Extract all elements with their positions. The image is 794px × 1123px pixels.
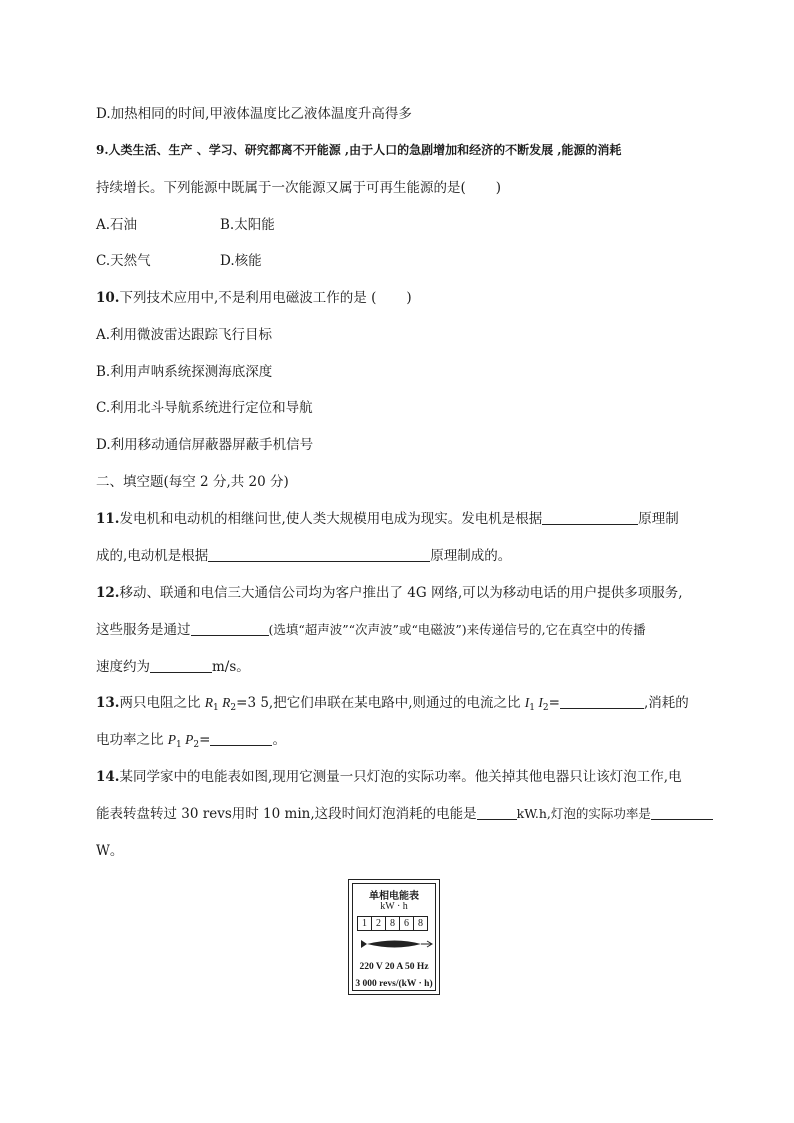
q12-line3 [96, 658, 250, 676]
q13-p1-sub: 1 [176, 740, 182, 750]
q13-blank1[interactable] [560, 694, 644, 709]
meter-spec: 220 V 20 A 50 Hz [359, 962, 429, 972]
q13-i1-sub: 1 [529, 703, 536, 713]
q14-blank2[interactable] [651, 805, 713, 820]
meter-digit-1: 1 [357, 916, 372, 931]
meter-digit-2: 2 [371, 916, 386, 931]
q13-text1a: 两只电阻之比 [119, 695, 205, 711]
q13-blank2[interactable] [210, 731, 272, 746]
meter-title: 单相电能表 [369, 891, 419, 902]
q14-text2: 能表转盘转过 30 revs用时 10 min,这段时间灯泡消耗的电能是 [96, 806, 477, 822]
q11-line1 [96, 510, 679, 528]
meter-digit-4: 6 [399, 916, 414, 931]
q10-stem [96, 289, 412, 307]
q10-option-a: A.利用微波雷达跟踪飞行目标 [96, 327, 273, 343]
q14-text2b: kW.h,灯泡的实际功率是 [516, 806, 651, 821]
q11-blank1[interactable] [542, 510, 638, 525]
q13-r2-sub: 2 [230, 703, 237, 713]
q9-option-b: B.太阳能 [220, 217, 275, 233]
q12-text1: 移动、联通和电信三大通信公司均为客户推出了 4G 网络,可以为移动电话的用户提供多项服务, [119, 585, 683, 601]
q9-text2: 持续增长。下列能源中既属于一次能源又属于可再生能源的是( [96, 180, 466, 196]
q11-text1b: 原理制 [638, 511, 679, 527]
meter-digit-5: 8 [413, 916, 428, 931]
q12-blank1[interactable] [191, 621, 269, 636]
meter-digit-3: 8 [385, 916, 400, 931]
q14-line2 [96, 805, 713, 823]
section-title: 二、填空题(每空 2 分,共 20 分) [96, 474, 289, 490]
q13-number: 13. [96, 695, 120, 711]
q9-option-c: C.天然气 [96, 253, 151, 269]
q13-line2 [96, 731, 286, 754]
meter-inner-frame [352, 883, 436, 991]
q11-blank2[interactable] [208, 547, 430, 562]
q10-option-c: C.利用北斗导航系统进行定位和导航 [96, 400, 313, 416]
q11-text2b: 原理制成的。 [430, 548, 512, 564]
q10-option-b: B.利用声呐系统探测海底深度 [96, 364, 273, 380]
q9-options-cd [96, 252, 396, 270]
q12-line1 [96, 584, 683, 602]
q9-close: ) [495, 180, 502, 196]
q11-line2 [96, 547, 511, 565]
q13-eq: = [548, 695, 560, 711]
meter-rev-constant: 3 000 revs/(kW · h) [355, 979, 433, 989]
q12-text3: 速度约为 [96, 659, 150, 675]
q9-option-d: D.核能 [220, 253, 262, 269]
q14-number: 14. [96, 769, 120, 785]
q10-text: 下列技术应用中,不是利用电磁波工作的是 ( [119, 290, 377, 306]
q13-text2: 电功率之比 [96, 732, 168, 748]
q9-options-ab [96, 216, 396, 234]
q10-number: 10. [96, 290, 120, 306]
q13-r2: R [218, 695, 231, 710]
q13-p2: P [181, 732, 194, 747]
q13-text2b: 。 [272, 732, 286, 748]
q9-stem-line2 [96, 179, 501, 197]
q9-text1: 人类生活、生产 、学习、研究都离不开能源 ,由于人口的急剧增加和经济的不断发展 ,能源的消耗 [108, 143, 622, 157]
q13-p1: P [167, 732, 177, 747]
q13-ratio: =3 5,把它们串联在某电路中,则通过的电流之比 [236, 695, 525, 711]
q13-text1b: ,消耗的 [643, 695, 689, 711]
q13-i2: I [535, 695, 543, 710]
q14-text1: 某同学家中的电能表如图,现用它测量一只灯泡的实际功率。他关掉其他电器只让该灯泡工作,电 [119, 769, 682, 785]
q11-text1: 发电机和电动机的相继问世,使人类大规模用电成为现实。发电机是根据 [119, 511, 543, 527]
q12-line2 [96, 621, 646, 639]
q9-stem-line1 [96, 141, 621, 159]
meter-digits [358, 916, 428, 931]
q9-number: 9. [96, 143, 109, 157]
electric-meter-figure [348, 879, 440, 995]
q12-number: 12. [96, 585, 120, 601]
q13-r1-sub: 1 [213, 703, 219, 713]
q12-text2b: (选填“超声波”“次声波”或“电磁波”)来传递信号的,它在真空中的传播 [268, 622, 646, 637]
q9-option-a: A.石油 [96, 217, 138, 233]
q12-text3b: m/s。 [212, 659, 250, 675]
meter-unit: kW · h [380, 901, 408, 912]
q13-p2-sub: 2 [193, 740, 200, 750]
q10-close: ) [406, 290, 412, 306]
q10-option-d: D.利用移动通信屏蔽器屏蔽手机信号 [96, 437, 314, 453]
q12-text2: 这些服务是通过 [96, 622, 191, 638]
q8-option-d: D.加热相同的时间,甲液体温度比乙液体温度升高得多 [96, 106, 412, 122]
meter-rotor-arrow-icon [359, 936, 435, 952]
q11-number: 11. [96, 511, 120, 527]
q14-line3: W。 [96, 843, 124, 859]
q13-i1: I [524, 695, 530, 710]
q12-blank2[interactable] [150, 658, 212, 673]
q13-line1 [96, 694, 689, 717]
q14-blank1[interactable] [477, 805, 517, 820]
q14-line1 [96, 768, 682, 786]
q13-i2-sub: 2 [542, 703, 549, 713]
q11-text2: 成的,电动机是根据 [96, 548, 209, 564]
q13-eq2: = [199, 732, 211, 748]
q13-r1: R [204, 695, 214, 710]
